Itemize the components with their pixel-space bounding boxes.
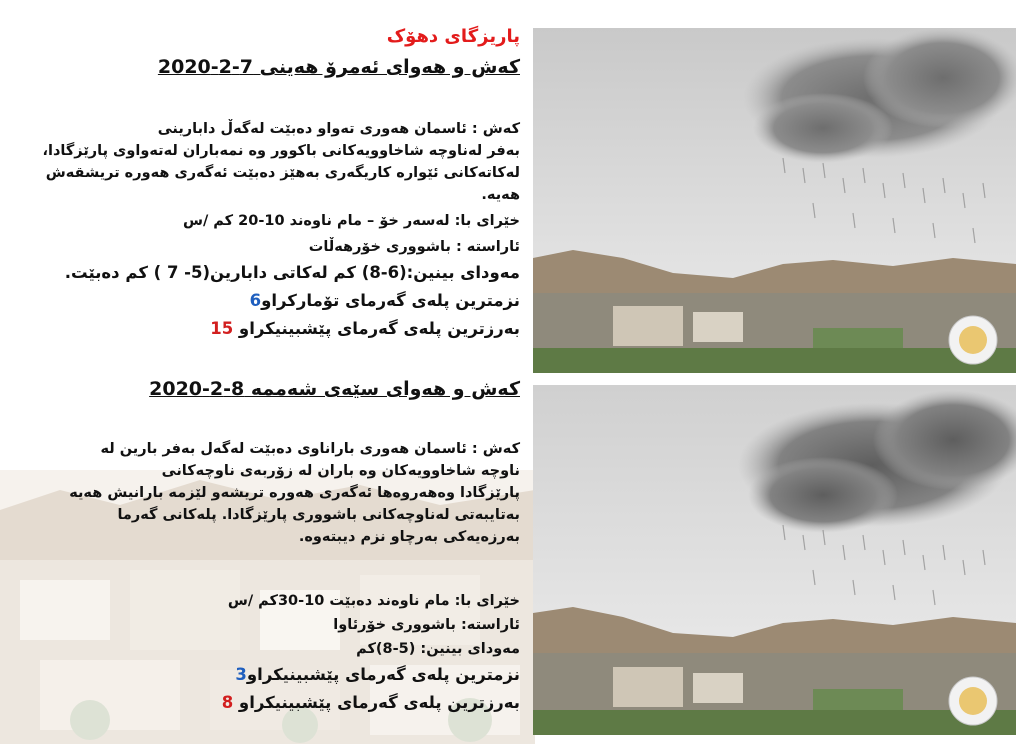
day1-weather-line: کەش : ئاسمان هەوری تەواو دەبێت لەگەڵ دابارینی — [157, 121, 520, 137]
day2-max-temp-value: 8 — [221, 693, 234, 712]
day1-max-temp-value: 15 — [210, 319, 234, 338]
day1-max-temp-label: بەرزترین پلەی گەرمای پێشبینیکراو — [233, 319, 520, 338]
day2-min-temp-value: 3 — [235, 665, 247, 684]
day1-wind: خێرای با: لەسەر خۆ – مام ناوەند 10-20 کم /س — [182, 213, 520, 229]
day2-max-temp — [222, 692, 520, 714]
day2-weather-line: بەتایبەتی لەناوچەکانی باشووری پارێزگادا. پلەکانی گەرما — [117, 507, 520, 523]
day2-max-temp-label: بەرزترین پلەی گەرمای پێشبینیکراو — [233, 693, 520, 712]
day1-min-temp-value: 6 — [249, 291, 262, 310]
day1-weather-line: هەیە. — [481, 187, 520, 203]
day1-direction: ئاراستە : باشووری خۆرهەڵات — [308, 239, 520, 255]
day1-weather-photo — [533, 28, 1016, 373]
day1-min-temp-label: نزمترین پلەی گەرمای تۆمارکراو — [261, 291, 520, 310]
day2-weather-line: پارێزگادا وەهەروەها ئەگەری هەورە تریشەو لێزمە بارانیش هەیە — [69, 485, 520, 501]
day1-date-heading: کەش و هەوای ئەمرۆ هەینی 7-2-2020 — [157, 56, 520, 78]
day2-weather-line: کەش : ئاسمان هەوری باراناوی دەبێت لەگەل بەفر بارین لە — [100, 441, 520, 457]
day2-min-temp — [235, 664, 520, 686]
day2-direction: ئاراستە: باشووری خۆرئاوا — [333, 617, 520, 633]
day1-max-temp — [210, 318, 520, 340]
day2-date-heading: کەش و هەوای سێەی شەممە 8-2-2020 — [149, 378, 520, 400]
day1-min-temp — [250, 290, 520, 312]
day2-weather-line: بەرزەیەکی بەرچاو نزم دیبتەوە. — [298, 529, 520, 545]
day2-visibility: مەودای بینین: (5-8)کم — [356, 641, 520, 657]
day2-wind: خێرای با: مام ناوەند دەبێت 10-30کم /س — [227, 593, 520, 609]
day1-visibility: مەودای بینین:(6-8) کم لەکاتی دابارین(5- 7 ) کم دەبێت. — [64, 263, 520, 282]
region-title: پاریزگای دهۆک — [386, 26, 520, 47]
day2-weather-photo — [533, 385, 1016, 735]
day2-min-temp-label: نزمترین پلەی گەرمای پێشبینیکراو — [246, 665, 520, 684]
day2-weather-line: ناوچە شاخاوویەکان وە باران لە زۆربەی ناوچەکانی — [161, 463, 520, 479]
day1-weather-line: بەفر لەناوچە شاخاوویەکانی باکوور وە نمەباران لەتەواوی پارێزگادا، — [42, 143, 520, 159]
day1-weather-line: لەکاتەکانی ئێوارە کاریگەری بەهێز دەبێت ئەگەری هەورە تریشقەش — [45, 165, 520, 181]
